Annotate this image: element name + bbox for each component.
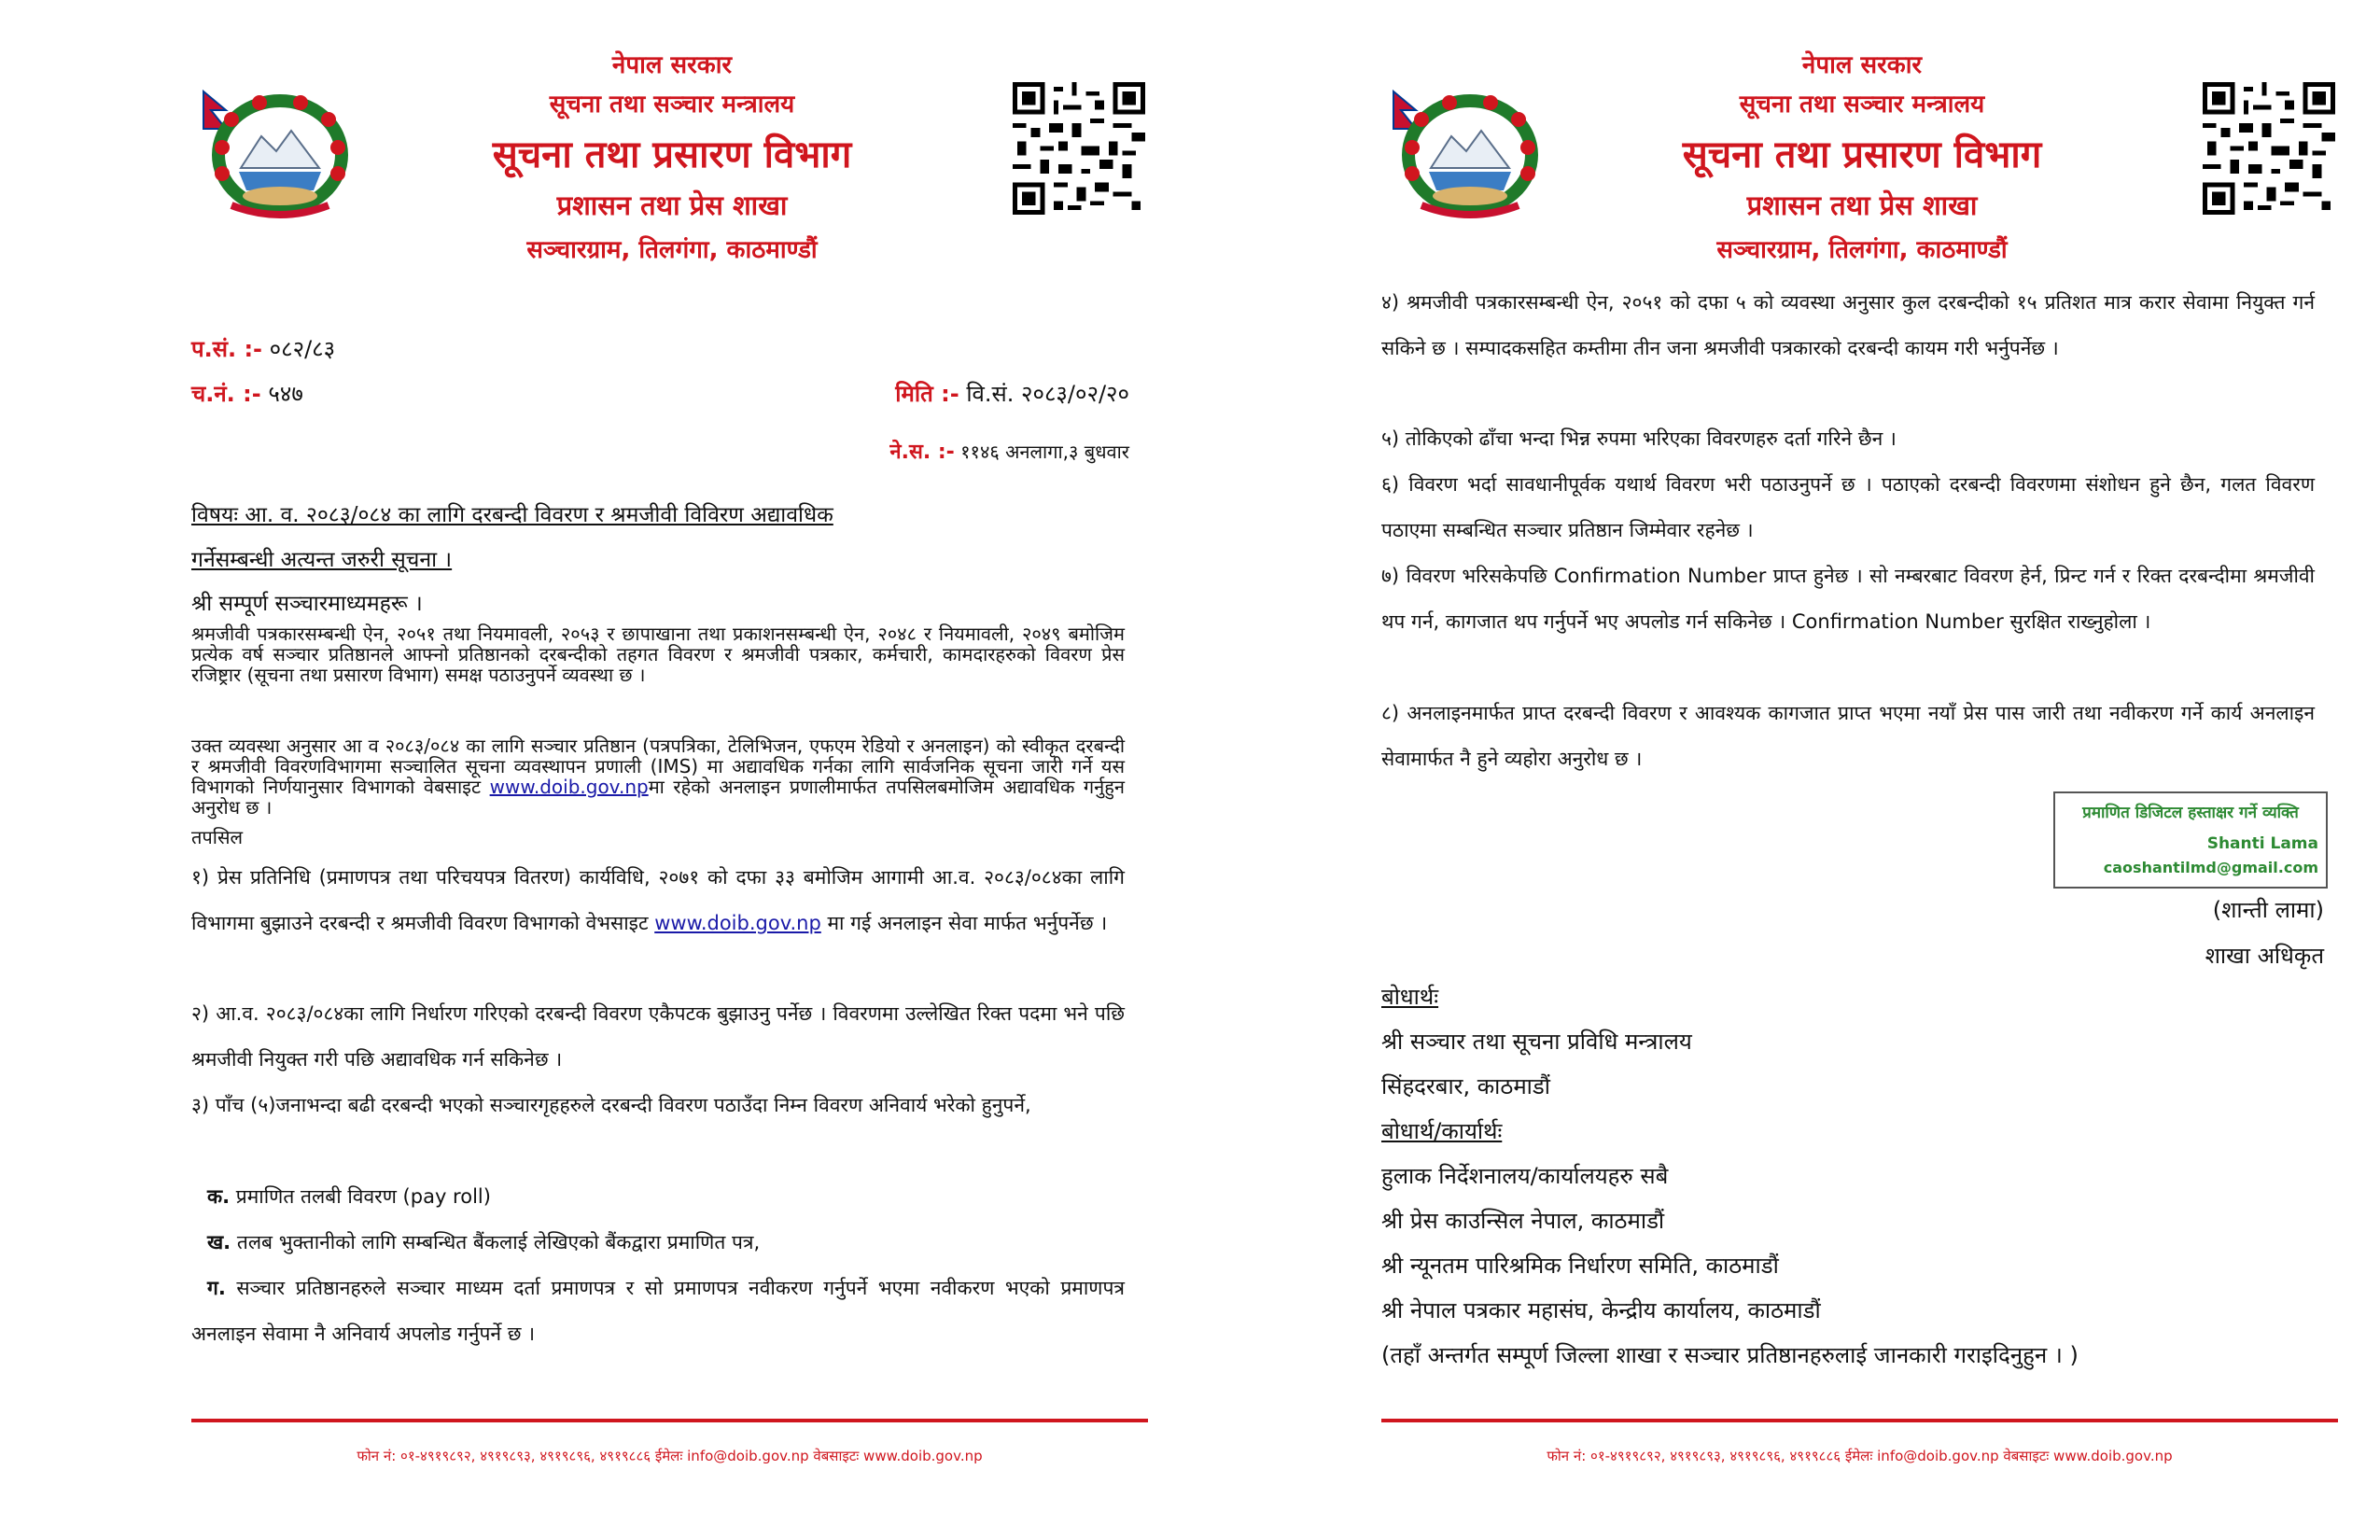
item-5: ५) तोकिएको ढाँचा भन्दा भिन्न रुपमा भरिएका विवरणहरु दर्ता गरिने छैन । [1381, 427, 1897, 450]
dispatch-value: ५४७ [268, 381, 303, 407]
ministry-title: सूचना तथा सञ्चार मन्त्रालय [1739, 91, 1985, 119]
dispatch-label: च.नं. :- [191, 381, 261, 407]
subject [191, 493, 1125, 582]
section-title: प्रशासन तथा प्रेस शाखा [556, 189, 788, 221]
cc-heading-info: बोधार्थः [1381, 984, 1439, 1010]
qr-code-icon [1013, 82, 1145, 215]
cc-action-2: श्री प्रेस काउन्सिल नेपाल, काठमाडौं [1381, 1208, 1665, 1234]
item-3: ३) पाँच (५)जनाभन्दा बढी दरबन्दी भएको सञ्चारगृहहरुले दरबन्दी विवरण पठाउँदा निम्न विवरण अनिवार्य भरेको हुनुपर्ने, [191, 1094, 1031, 1116]
gov-title: नेपाल सरकार [1801, 51, 1923, 79]
date-value: वि.सं. २०८३/०२/२० [966, 381, 1129, 407]
item-3-ka [207, 1174, 1125, 1220]
item-3-ga [191, 1266, 1125, 1357]
section-title: प्रशासन तथा प्रेस शाखा [1746, 189, 1978, 221]
kha-text: तलब भुक्तानीको लागि सम्बन्धित बैंकलाई लेखिएको बैंकद्वारा प्रमाणित पत्र, [236, 1231, 761, 1253]
digital-signature-box [2053, 791, 2328, 889]
item-7: ७) विवरण भरिसकेपछि Confirmation Number प्राप्त हुनेछ । सो नम्बरबाट विवरण हेर्न, प्रिन्ट गर्न र रिक्त दरबन्दीमा श्रमजीवी थप गर्न, कागजात थप गर्नुपर्ने भए अपलोड गर्न सकिनेछ । Confirmation Number सुरक्षित राख्नुहोला । [1381, 565, 2315, 633]
item-6: ६) विवरण भर्दा सावधानीपूर्वक यथार्थ विवरण भरी पठाउनुपर्ने छ । पठाएको दरबन्दी विवरणमा संशोधन हुने छैन, गलत विवरण पठाएमा सम्बन्धित सञ्चार प्रतिष्ठान जिम्मेवार रहनेछ । [1381, 473, 2315, 541]
ns-label: ने.स. :- [889, 441, 955, 464]
ref-label: प.सं. :- [191, 336, 263, 362]
salutation: श्री सम्पूर्ण सञ्चारमाध्यमहरू । [191, 592, 423, 616]
footer-divider [1381, 1419, 2338, 1422]
item-1-end: मा गई अनलाइन सेवा मार्फत भर्नुपर्नेछ । [827, 912, 1108, 934]
subject-line-1: विषयः आ. व. २०८३/०८४ का लागि दरबन्दी विवरण र श्रमजीवी विविरण अद्यावधिक [191, 503, 833, 527]
gov-title: नेपाल सरकार [611, 51, 733, 79]
address: सञ्चारग्राम, तिलगंगा, काठमाण्डौं [526, 236, 818, 264]
department-title: सूचना तथा प्रसारण विभाग [492, 133, 852, 176]
ka-text: प्रमाणित तलबी विवरण (pay roll) [235, 1185, 491, 1208]
cc-action-3: श्री न्यूनतम पारिश्रमिक निर्धारण समिति, काठमाडौं [1381, 1253, 1779, 1279]
ns-value: ११४६ अनलागा,३ बुधवार [960, 441, 1129, 463]
item-8: ८) अनलाइनमार्फत प्राप्त दरबन्दी विवरण र आवश्यक कागजात प्राप्त भएमा नयाँ प्रेस पास जारी तथा नवीकरण गर्ने कार्य अनलाइन सेवामार्फत नै हुने व्यहोरा अनुरोध छ । [1381, 702, 2315, 770]
signature-box-email: caoshantilmd@gmail.com [2103, 859, 2318, 876]
date-label: मिति :- [895, 381, 959, 407]
cc-recipient-1: श्री सञ्चार तथा सूचना प्रविधि मन्त्रालय [1381, 1029, 1692, 1055]
cc-action-note: (तहाँ अन्तर्गत सम्पूर्ण जिल्ला शाखा र सञ्चार प्रतिष्ठानहरुलाई जानकारी गराइदिनुहुन । ) [1381, 1342, 2079, 1368]
cc-heading-action: बोधार्थ/कार्यार्थः [1381, 1118, 1503, 1144]
ka-label: क. [207, 1185, 231, 1208]
intro-website-link[interactable]: www.doib.gov.np [489, 776, 649, 798]
ministry-title: सूचना तथा सञ्चार मन्त्रालय [549, 91, 795, 119]
ref-value: ०८२/८३ [269, 336, 336, 362]
ref-number [191, 336, 335, 362]
signature-box-name: Shanti Lama [2206, 834, 2318, 853]
intro-paragraph-1: श्रमजीवी पत्रकारसम्बन्धी ऐन, २०५१ तथा नियमावली, २०५३ र छापाखाना तथा प्रकाशनसम्बन्धी ऐन, २०४८ र नियमावली, २०४९ बमोजिम प्रत्येक वर्ष सञ्चार प्रतिष्ठानले आफ्नो प्रतिष्ठानको दरबन्दीको तहगत विवरण र श्रमजीवी पत्रकार, कर्मचारी, कामदारहरुको विवरण प्रेस रजिष्ट्रार (सूचना तथा प्रसारण विभाग) समक्ष पठाउनुपर्ने व्यवस्था छ । [191, 623, 1125, 686]
item-1-start: १) प्रेस प्रतिनिधि (प्रमाणपत्र तथा परिचयपत्र वितरण) कार्यविधि, २०७१ को दफा ३३ बमोजिम आगामी आ.व. २०८३/०८४का लागि विभागमा बुझाउने दरबन्दी र श्रमजीवी विवरण विभागको वेभसाइट [191, 866, 1125, 934]
item-1-website-link[interactable]: www.doib.gov.np [654, 912, 821, 934]
cc-action-4: श्री नेपाल पत्रकार महासंघ, केन्द्रीय कार्यालय, काठमाडौं [1381, 1297, 1821, 1323]
intro-p2-end: मा रहेको अनलाइन प्रणालीमार्फत तपसिलबमोजिम अद्यावधिक गर्नुहुन अनुरोध छ । [191, 776, 1125, 819]
nepal-emblem-icon [194, 82, 355, 222]
date [812, 381, 1129, 407]
item-4: ४) श्रमजीवी पत्रकारसम्बन्धी ऐन, २०५१ को दफा ५ को व्यवस्था अनुसार कुल दरबन्दीको १५ प्रतिशत मात्र करार सेवामा नियुक्त गर्न सकिने छ । सम्पादकसहित कम्तीमा तीन जना श्रमजीवी पत्रकारको दरबन्दी कायम गरी भर्नुपर्नेछ । [1381, 291, 2315, 359]
dispatch-number [191, 381, 303, 407]
tapsil-heading: तपसिल [191, 826, 244, 848]
item-1 [191, 855, 1125, 946]
qr-code-icon [2203, 82, 2335, 215]
cc-action-1: हुलाक निर्देशनालय/कार्यालयहरु सबै [1381, 1163, 1669, 1189]
intro-paragraph-2 [191, 735, 1125, 818]
kha-label: ख. [207, 1231, 231, 1253]
nepal-sambat [812, 439, 1129, 466]
nepal-emblem-icon [1384, 82, 1545, 222]
department-title: सूचना तथा प्रसारण विभाग [1682, 133, 2042, 176]
ga-text: सञ्चार प्रतिष्ठानहरुले सञ्चार माध्यम दर्ता प्रमाणपत्र र सो प्रमाणपत्र नवीकरण गर्नुपर्ने भएमा नवीकरण भएको प्रमाणपत्र अनलाइन सेवामा नै अनिवार्य अपलोड गर्नुपर्ने छ । [191, 1277, 1125, 1345]
signature-box-title: प्रमाणित डिजिटल हस्ताक्षर गर्ने व्यक्ति [2082, 804, 2299, 822]
item-3-kha [207, 1220, 1125, 1266]
footer-divider [191, 1419, 1148, 1422]
signatory-name: (शान्ती लामा) [2212, 897, 2324, 923]
footer-contact: फोन नं: ०१-४९१९८९२, ४९१९८९३, ४९१९८९६, ४९१९८८६ ईमेलः info@doib.gov.np वेबसाइटः www.doib.gov.np [1547, 1448, 2173, 1464]
item-2: २) आ.व. २०८३/०८४का लागि निर्धारण गरिएको दरबन्दी विवरण एकैपटक बुझाउनु पर्नेछ । विवरणमा उल्लेखित रिक्त पदमा भने पछि श्रमजीवी नियुक्त गरी पछि अद्यावधिक गर्न सकिनेछ । [191, 1002, 1125, 1071]
intro-p2-start: उक्त व्यवस्था अनुसार आ व २०८३/०८४ का लागि सञ्चार प्रतिष्ठान (पत्रपत्रिका, टेलिभिजन, एफएम रेडियो र अनलाइन) को स्वीकृत दरबन्दी र श्रमजीवी विवरणविभागमा सञ्चालित सूचना व्यवस्थापन प्रणाली (IMS) मा अद्यावधिक गर्नका लागि सार्वजनिक सूचना जारी गर्ने यस विभागको निर्णयानुसार विभागको वेबसाइट [191, 735, 1125, 798]
ga-label: ग. [207, 1277, 226, 1299]
signatory-designation: शाखा अधिकृत [2205, 943, 2324, 969]
address: सञ्चारग्राम, तिलगंगा, काठमाण्डौं [1716, 236, 2008, 264]
footer-contact: फोन नं: ०१-४९१९८९२, ४९१९८९३, ४९१९८९६, ४९१९८८६ ईमेलः info@doib.gov.np वेबसाइटः www.doib.gov.np [357, 1448, 983, 1464]
cc-recipient-2: सिंहदरबार, काठमाडौं [1381, 1073, 1550, 1099]
subject-line-2: गर्नेसम्बन्धी अत्यन्त जरुरी सूचना । [191, 548, 453, 572]
